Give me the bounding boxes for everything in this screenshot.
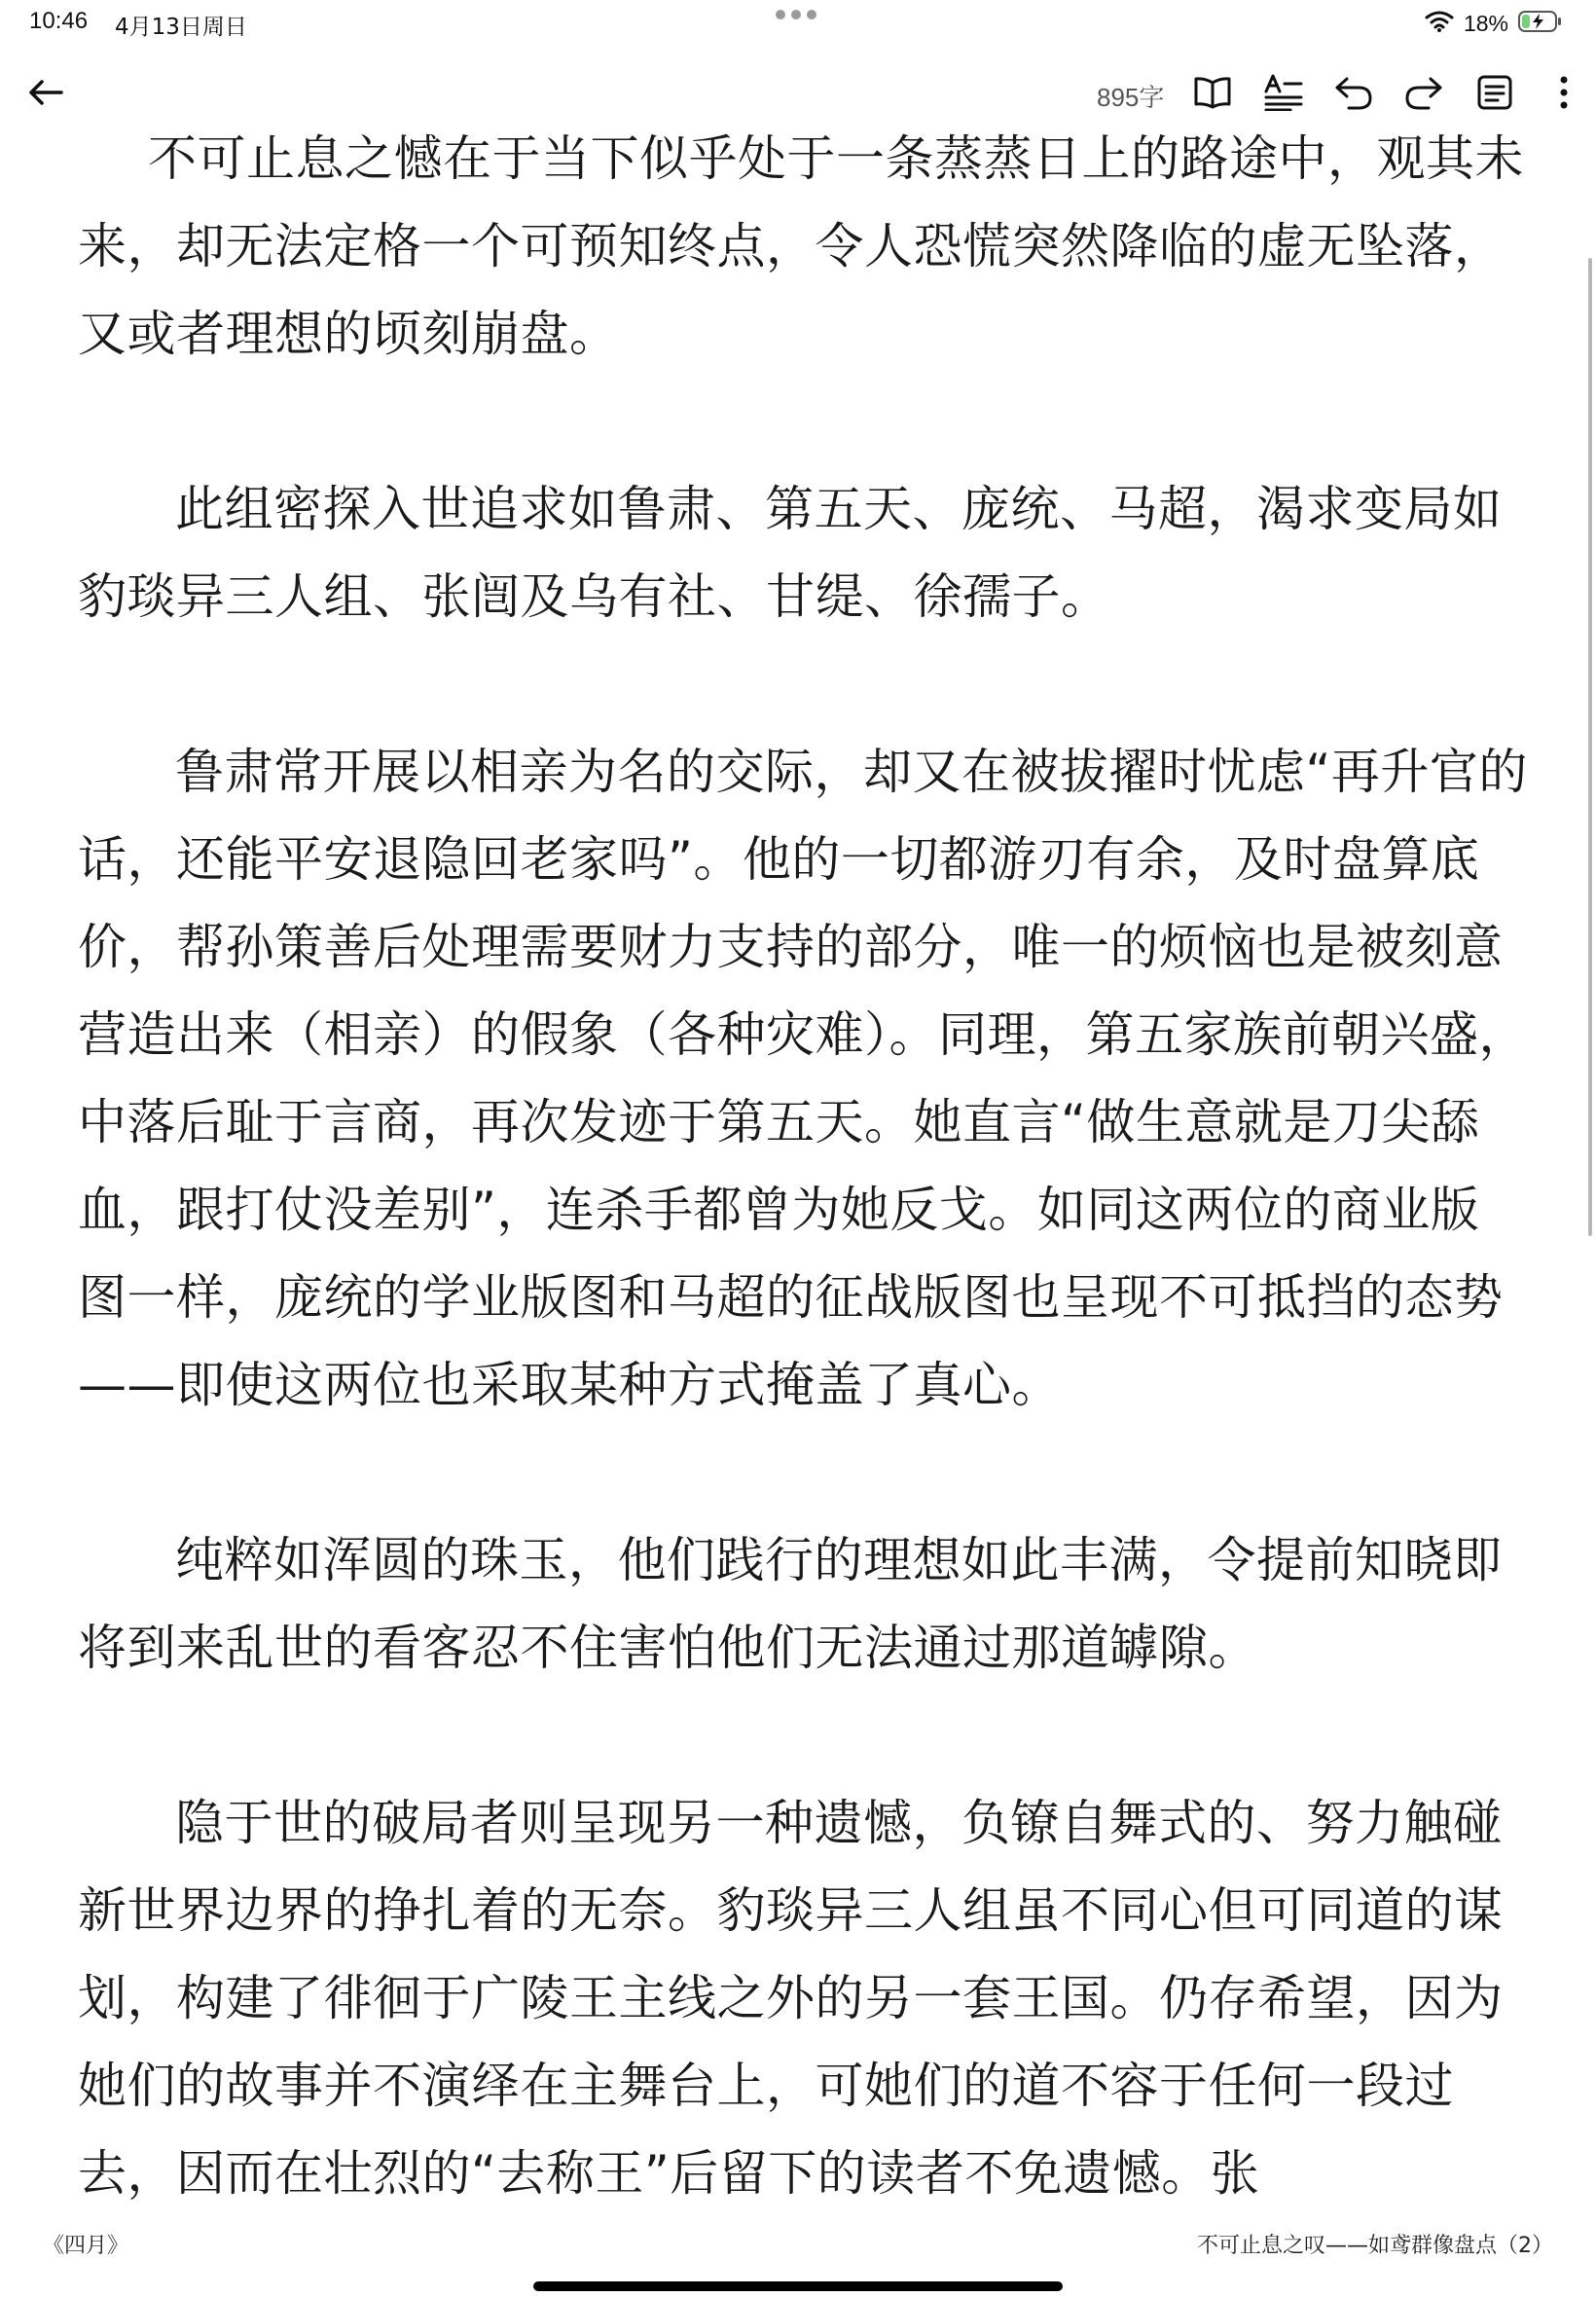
paragraph-spacer [78,1692,1528,1779]
more-vertical-icon[interactable] [1540,68,1588,117]
back-arrow-icon[interactable] [21,68,70,117]
article-body [78,115,1528,2217]
battery-charging-icon [1518,10,1563,37]
text-format-icon[interactable] [1259,68,1308,117]
word-count: 895字 [1097,83,1165,112]
book-icon[interactable] [1188,68,1237,117]
status-right [1425,8,1563,39]
chapter-title: 不可止息之叹——如鸢群像盘点（2） [1197,2234,1553,2258]
paragraph: 隐于世的破局者则呈现另一种遗憾，负镣自舞式的、努力触碰新世界边界的挣扎着的无奈。豹琰异三人组虽不同心但可同道的谋划，构建了徘徊于广陵王主线之外的另一套王国。仍存希望，因为她们的故事并不演绎在主舞台上，可她们的道不容于任何一段过去，因而在壮烈的“去称王”后留下的读者不免遗憾。张 [78,1795,1504,2202]
redo-icon[interactable] [1399,68,1448,117]
status-time: 10:46 [29,8,89,34]
home-indicator[interactable] [533,2281,1063,2291]
scrollbar[interactable] [1588,258,1592,1236]
paragraph-spacer [78,378,1528,465]
more-dots-icon[interactable] [776,10,820,25]
battery-percentage: 18% [1463,10,1508,36]
wifi-icon [1425,10,1454,37]
paragraph: 此组密探入世追求如鲁肃、第五天、庞统、马超，渴求变局如豹琰异三人组、张闿及乌有社、甘缇、徐孺子。 [78,481,1503,625]
paragraph-spacer [78,1429,1528,1516]
paragraph: 鲁肃常开展以相亲为名的交际，却又在被拔擢时忧虑“再升官的话，还能平安退隐回老家吗”。他的一切都游刃有余，及时盘算底价，帮孙策善后处理需要财力支持的部分，唯一的烦恼也是被刻意营造出来（相亲）的假象（各种灾难）。同理，第五家族前朝兴盛，中落后耻于言商，再次发迹于第五天。她直言“做生意就是刀尖舔血，跟打仗没差别”，连杀手都曾为她反戈。如同这两位的商业版图一样，庞统的学业版图和马超的征战版图也呈现不可抵挡的态势——即使这两位也采取某种方式掩盖了真心。 [78,744,1528,1413]
undo-icon[interactable] [1329,68,1378,117]
status-date: 4月13日周日 [115,15,247,40]
paragraph-spacer [78,640,1528,728]
note-icon[interactable] [1470,68,1519,117]
book-title: 《四月》 [43,2234,129,2258]
paragraph: 纯粹如浑圆的珠玉，他们践行的理想如此丰满，令提前知晓即将到来乱世的看客忍不住害怕他们无法通过那道罅隙。 [78,1532,1503,1676]
paragraph: 不可止息之憾在于当下似乎处于一条蒸蒸日上的路途中，观其未来，却无法定格一个可预知终点，令人恐慌突然降临的虚无坠落，又或者理想的顷刻崩盘。 [78,130,1524,362]
status-bar [0,0,1596,49]
